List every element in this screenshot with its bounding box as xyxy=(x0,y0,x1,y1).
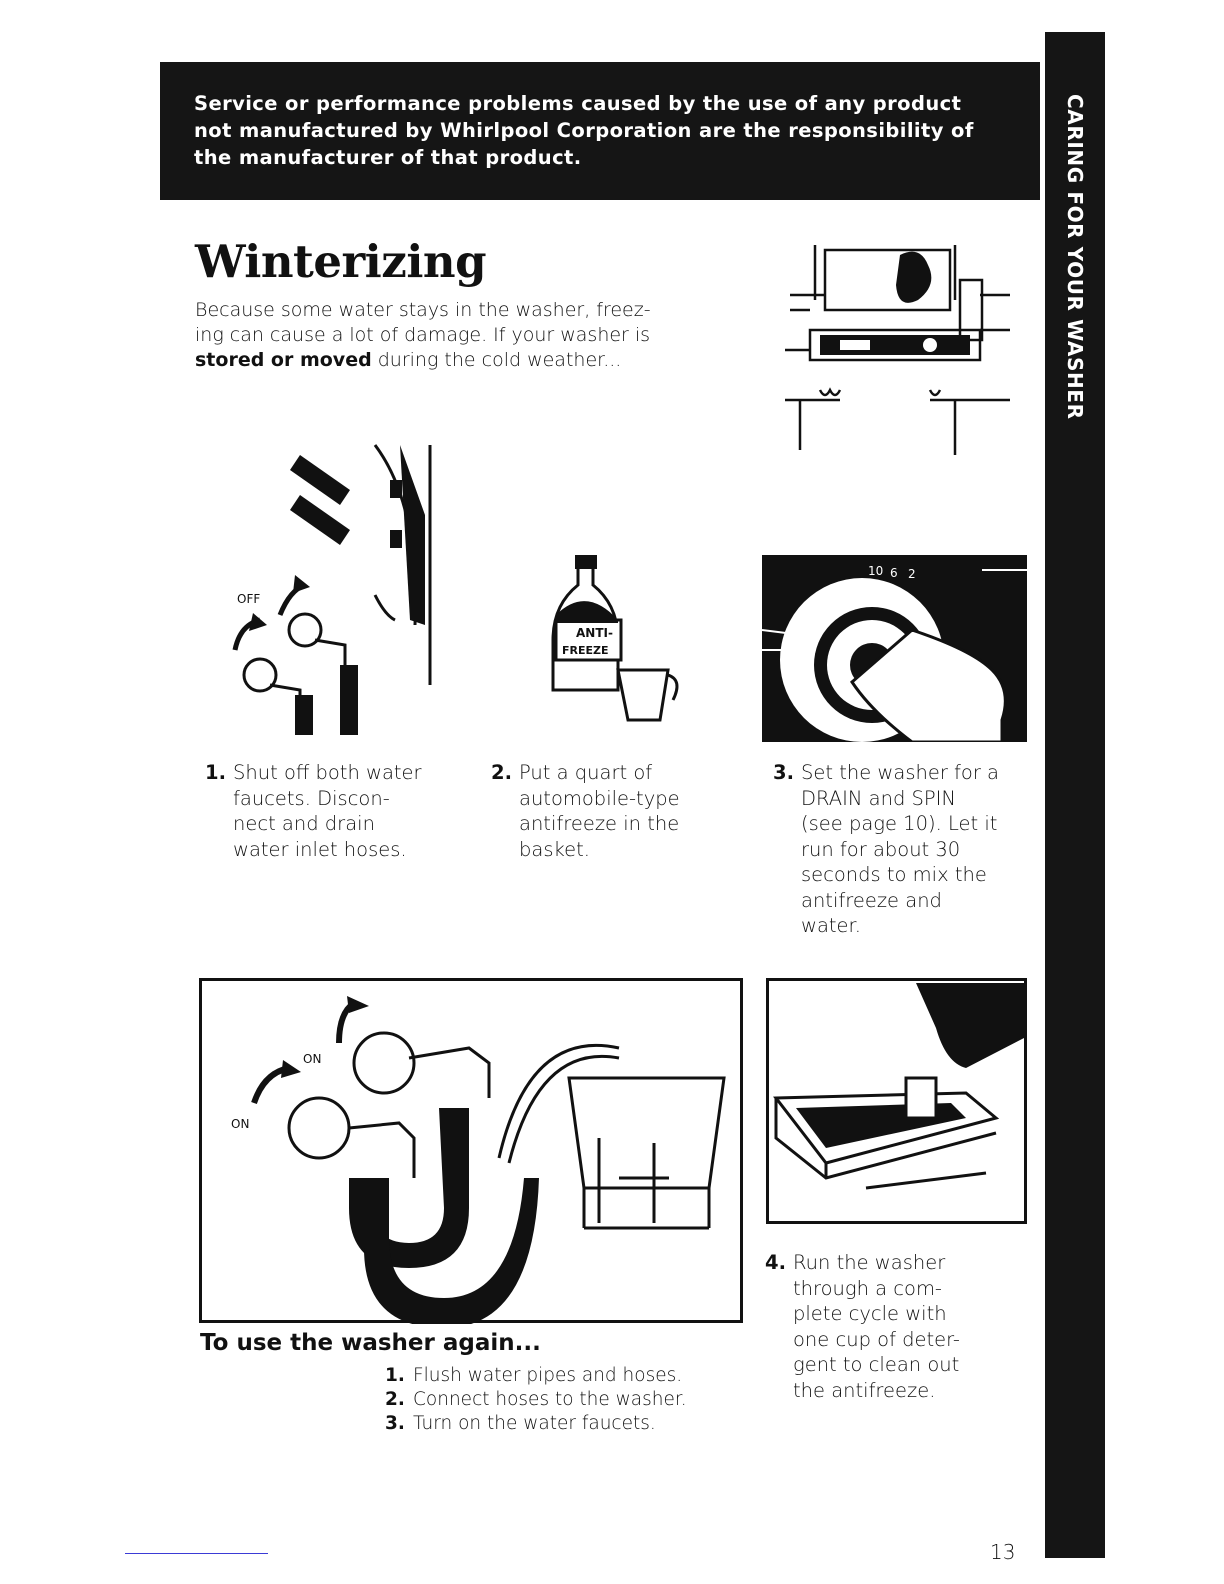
step-1 xyxy=(205,760,422,862)
step-3-line-3: (see page 10). Let it xyxy=(801,812,998,835)
use-again-item-1-number: 1. xyxy=(385,1365,405,1386)
step-4-line-5: gent to clean out xyxy=(793,1353,960,1376)
notice-line-3: the manufacturer of that product. xyxy=(194,146,582,169)
step-4-line-6: the antifreeze. xyxy=(793,1378,936,1402)
faucets-on-illustration xyxy=(199,978,743,1324)
step-3-line-2: DRAIN and SPIN xyxy=(801,786,957,810)
on-label-upper: ON xyxy=(303,1052,322,1066)
step-2-line-1: Put a quart of xyxy=(519,761,653,784)
step-4 xyxy=(765,1250,960,1403)
intro-line-1: Because some water stays in the washer, freez- xyxy=(195,299,651,321)
footer-rule xyxy=(125,1553,268,1554)
use-again-item-2-text: Connect hoses to the washer. xyxy=(413,1389,687,1410)
anti-label: ANTI- xyxy=(576,626,613,640)
intro-bold-phrase: stored or moved xyxy=(195,349,372,371)
use-again-item-3-text: Turn on the water faucets. xyxy=(413,1413,656,1434)
step-2-number: 2. xyxy=(491,761,512,784)
page-title: Winterizing xyxy=(195,235,487,288)
step-3-line-6: antifreeze and xyxy=(801,888,942,912)
faucets-off-illustration xyxy=(225,435,450,735)
freeze-label: FREEZE xyxy=(562,644,609,657)
use-again-item-1 xyxy=(385,1364,687,1388)
intro-paragraph xyxy=(195,298,765,373)
dial-number-10: 10 xyxy=(868,564,884,578)
step-1-number: 1. xyxy=(205,761,226,784)
step-2-line-4: basket. xyxy=(519,837,590,861)
step-2 xyxy=(491,760,680,862)
notice-banner xyxy=(160,62,1040,200)
step-4-line-4: one cup of deter- xyxy=(793,1327,960,1351)
step-3-line-5: seconds to mix the xyxy=(801,863,987,886)
section-tab-label: CARING FOR YOUR WASHER xyxy=(1063,94,1087,420)
step-4-line-1: Run the washer xyxy=(793,1251,946,1274)
step-3-number: 3. xyxy=(773,761,794,784)
step-3-line-1: Set the washer for a xyxy=(801,761,1000,784)
step-2-line-3: antifreeze in the xyxy=(519,812,680,835)
dial-control-illustration xyxy=(762,550,1027,742)
intro-line-3: during the cold weather... xyxy=(371,349,622,371)
use-again-list xyxy=(385,1364,687,1436)
step-2-line-2: automobile-type xyxy=(519,786,680,810)
section-tab xyxy=(1045,32,1105,1558)
page-number: 13 xyxy=(990,1540,1016,1564)
use-again-item-3-number: 3. xyxy=(385,1413,405,1434)
step-1-line-2: faucets. Discon- xyxy=(233,786,390,810)
use-again-item-2-number: 2. xyxy=(385,1389,405,1410)
notice-line-1: Service or performance problems caused by the use of any product xyxy=(194,92,962,115)
step-4-line-3: plete cycle with xyxy=(793,1302,947,1325)
use-again-heading: To use the washer again... xyxy=(200,1330,541,1356)
step-1-line-3: nect and drain xyxy=(233,812,375,835)
dial-number-6: 6 xyxy=(890,566,898,580)
pour-detergent-illustration xyxy=(766,978,1027,1224)
dial-number-2: 2 xyxy=(908,567,916,581)
step-4-line-2: through a com- xyxy=(793,1276,942,1300)
frozen-washer-illustration xyxy=(780,240,1015,455)
intro-line-2: ing can cause a lot of damage. If your washer is xyxy=(195,324,651,346)
off-label: OFF xyxy=(237,592,261,606)
step-1-line-4: water inlet hoses. xyxy=(233,837,407,861)
notice-line-2: not manufactured by Whirlpool Corporation are the responsibility of xyxy=(194,119,974,142)
step-1-line-1: Shut off both water xyxy=(233,761,422,784)
antifreeze-bottle-illustration xyxy=(548,545,698,725)
use-again-item-2 xyxy=(385,1388,687,1412)
use-again-item-3 xyxy=(385,1412,687,1436)
step-3-line-7: water. xyxy=(801,914,861,937)
step-4-number: 4. xyxy=(765,1251,786,1274)
on-label-lower: ON xyxy=(231,1117,250,1131)
step-3-line-4: run for about 30 xyxy=(801,837,961,861)
step-3 xyxy=(773,760,1000,939)
use-again-item-1-text: Flush water pipes and hoses. xyxy=(413,1365,683,1386)
